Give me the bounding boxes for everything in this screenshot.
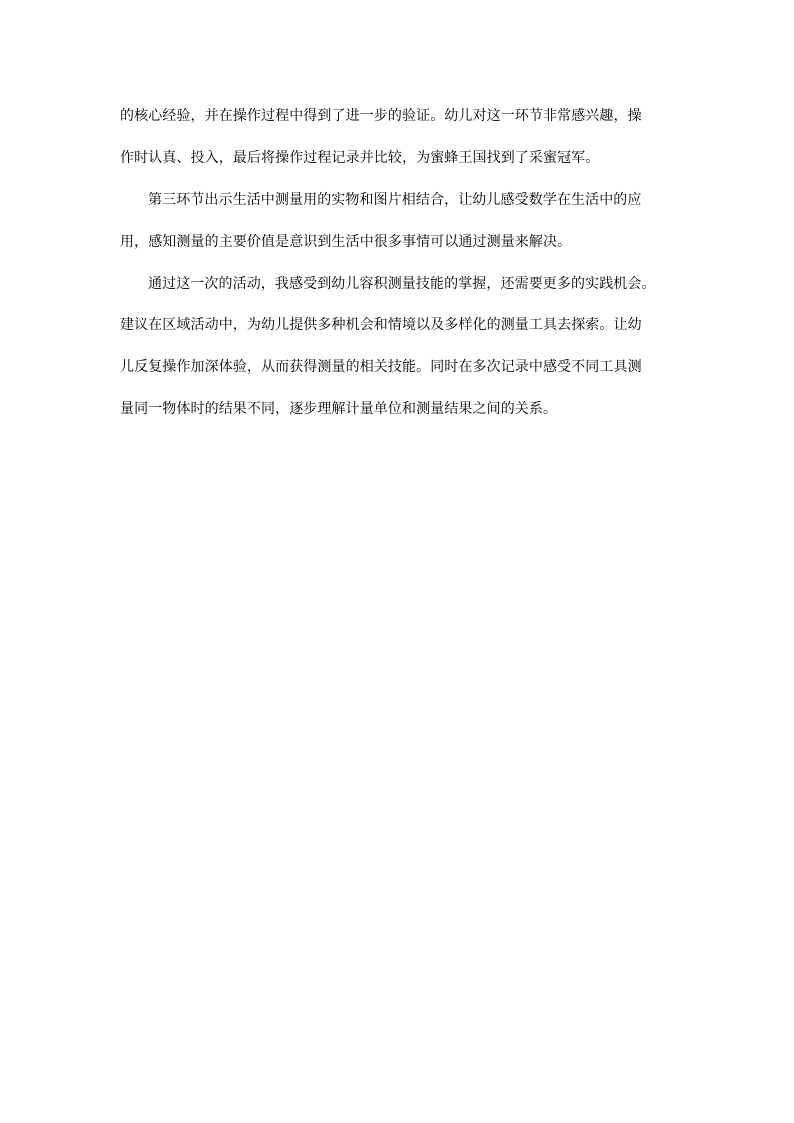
paragraph-3-line-2: 建议在区域活动中，为幼儿提供多种机会和情境以及多样化的测量工具去探索。让幼 xyxy=(120,317,642,333)
paragraph-2-line-1: 第三环节出示生活中测量用的实物和图片相结合，让幼儿感受数学在生活中的应 xyxy=(148,192,642,208)
paragraph-2-line-2: 用，感知测量的主要价值是意识到生活中很多事情可以通过测量来解决。 xyxy=(120,234,572,250)
paragraph-1-line-2: 作时认真、投入，最后将操作过程记录并比较，为蜜蜂王国找到了采蜜冠军。 xyxy=(120,150,600,166)
paragraph-1-line-1: 的核心经验，并在操作过程中得到了进一步的验证。幼儿对这一环节非常感兴趣，操 xyxy=(120,108,642,124)
paragraph-3-line-1: 通过这一次的活动，我感受到幼儿容积测量技能的掌握，还需要更多的实践机会。 xyxy=(148,276,656,292)
paragraph-3-line-4: 量同一物体时的结果不同，逐步理解计量单位和测量结果之间的关系。 xyxy=(120,401,558,417)
paragraph-3-line-3: 儿反复操作加深体验，从而获得测量的相关技能。同时在多次记录中感受不同工具测 xyxy=(120,359,642,375)
